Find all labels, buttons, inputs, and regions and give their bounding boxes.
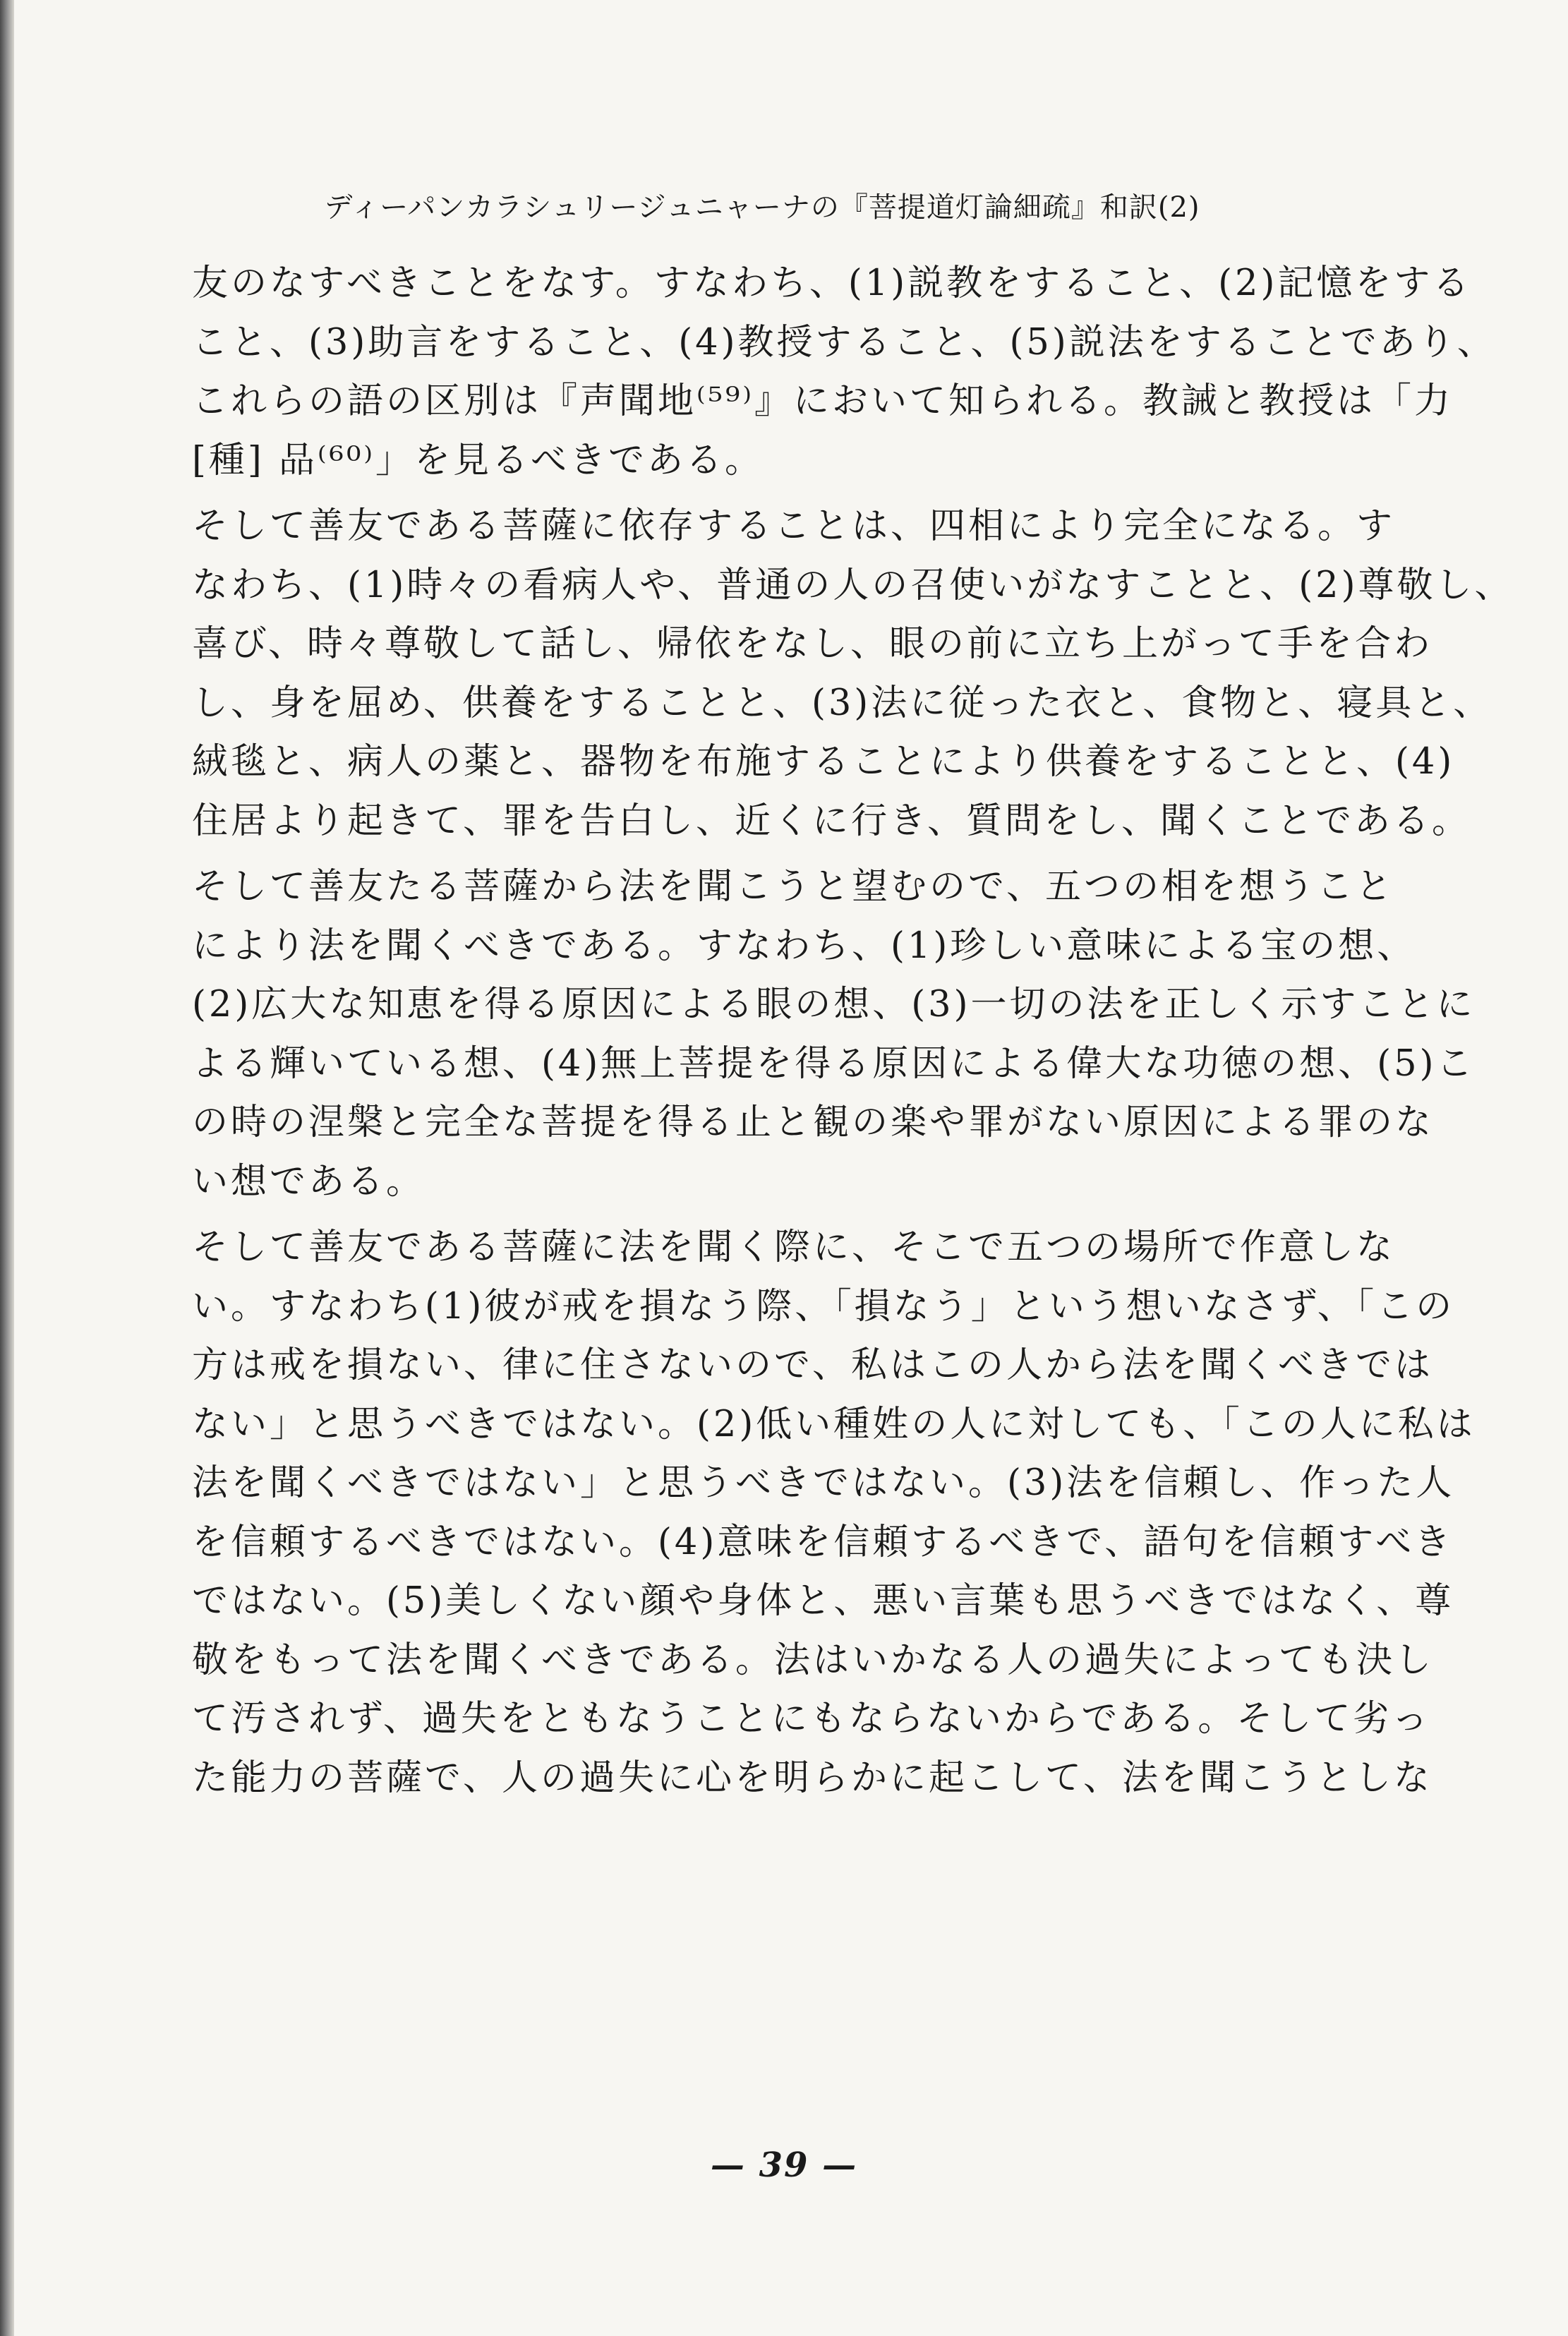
- text-line: て汚されず、過失をともなうことにもならないからである。そして劣っ: [192, 1698, 1431, 1740]
- text-line: い。すなわち(1)彼が戒を損なう際、「損なう」という想いなさず、「この: [192, 1285, 1455, 1327]
- text-line: こと、(3)助言をすること、(4)教授すること、(5)説法をすることであり、: [192, 321, 1496, 363]
- text-line: 友のなすべきことをなす。すなわち、(1)説教をすること、(2)記憶をする: [192, 263, 1472, 304]
- text-line: い想である。: [192, 1160, 426, 1203]
- text-line: 法を聞くべきではない」と思うべきではない。(3)法を信頼し、作った人: [192, 1462, 1455, 1504]
- text-line: た能力の菩薩で、人の過失に心を明らかに起こして、法を聞こうとしな: [192, 1757, 1433, 1799]
- body-text: [192, 254, 1514, 1807]
- text-line: 敬をもって法を聞くべきである。法はいかなる人の過失によっても決し: [192, 1639, 1435, 1681]
- text-line: の時の涅槃と完全な菩提を得る止と観の楽や罪がない原因による罪のな: [192, 1102, 1435, 1143]
- paragraph-break: [192, 1211, 1349, 1218]
- paragraph-break: [192, 850, 1349, 857]
- page-number: — 39 —: [710, 2145, 858, 2185]
- text-line: なわち、(1)時々の看病人や、普通の人の召使いがなすことと、(2)尊敬し、: [192, 564, 1514, 606]
- text-line: (2)広大な知恵を得る原因による眼の想、(3)一切の法を正しく示すことに: [192, 984, 1476, 1025]
- text-line: により法を聞くべきである。すなわち、(1)珍しい意味による宝の想、: [192, 925, 1416, 967]
- text-line: 絨毯と、病人の薬と、器物を布施することにより供養をすることと、(4): [192, 741, 1455, 783]
- text-line: そして善友である菩薩に依存することは、四相により完全になる。す: [192, 505, 1396, 547]
- text-line: し、身を屈め、供養をすることと、(3)法に従った衣と、食物と、寝具と、: [192, 682, 1492, 724]
- paragraph-break: [192, 490, 1349, 497]
- text-line: ではない。(5)美しくない顔や身体と、悪い言葉も思うべきではなく、尊: [192, 1580, 1454, 1622]
- text-line: [種] 品⁽⁶⁰⁾」を見るべきである。: [192, 439, 764, 481]
- text-line: よる輝いている想、(4)無上菩提を得る原因による偉大な功徳の想、(5)こ: [192, 1042, 1476, 1085]
- text-line: そして善友である菩薩に法を聞く際に、そこで五つの場所で作意しな: [192, 1227, 1396, 1268]
- text-line: を信頼するべきではない。(4)意味を信頼するべきで、語句を信頼すべき: [192, 1521, 1454, 1563]
- text-line: ない」と思うべきではない。(2)低い種姓の人に対しても、「この人に私は: [192, 1403, 1476, 1445]
- text-line: 喜び、時々尊敬して話し、帰依をなし、眼の前に立ち上がって手を合わ: [192, 623, 1433, 665]
- text-line: そして善友たる菩薩から法を聞こうと望むので、五つの相を想うこと: [192, 866, 1394, 908]
- scan-edge-shadow: [0, 0, 14, 2336]
- text-line: 住居より起きて、罪を告白し、近くに行き、質問をし、聞くことである。: [192, 800, 1471, 842]
- text-line: これらの語の区別は『声聞地⁽⁵⁹⁾』において知られる。教誡と教授は「力: [192, 380, 1453, 422]
- text-line: 方は戒を損ない、律に住さないので、私はこの人から法を聞くべきでは: [192, 1344, 1433, 1386]
- running-header: ディーパンカラシュリージュニャーナの『菩提道灯論細疏』和訳(2): [324, 191, 1200, 224]
